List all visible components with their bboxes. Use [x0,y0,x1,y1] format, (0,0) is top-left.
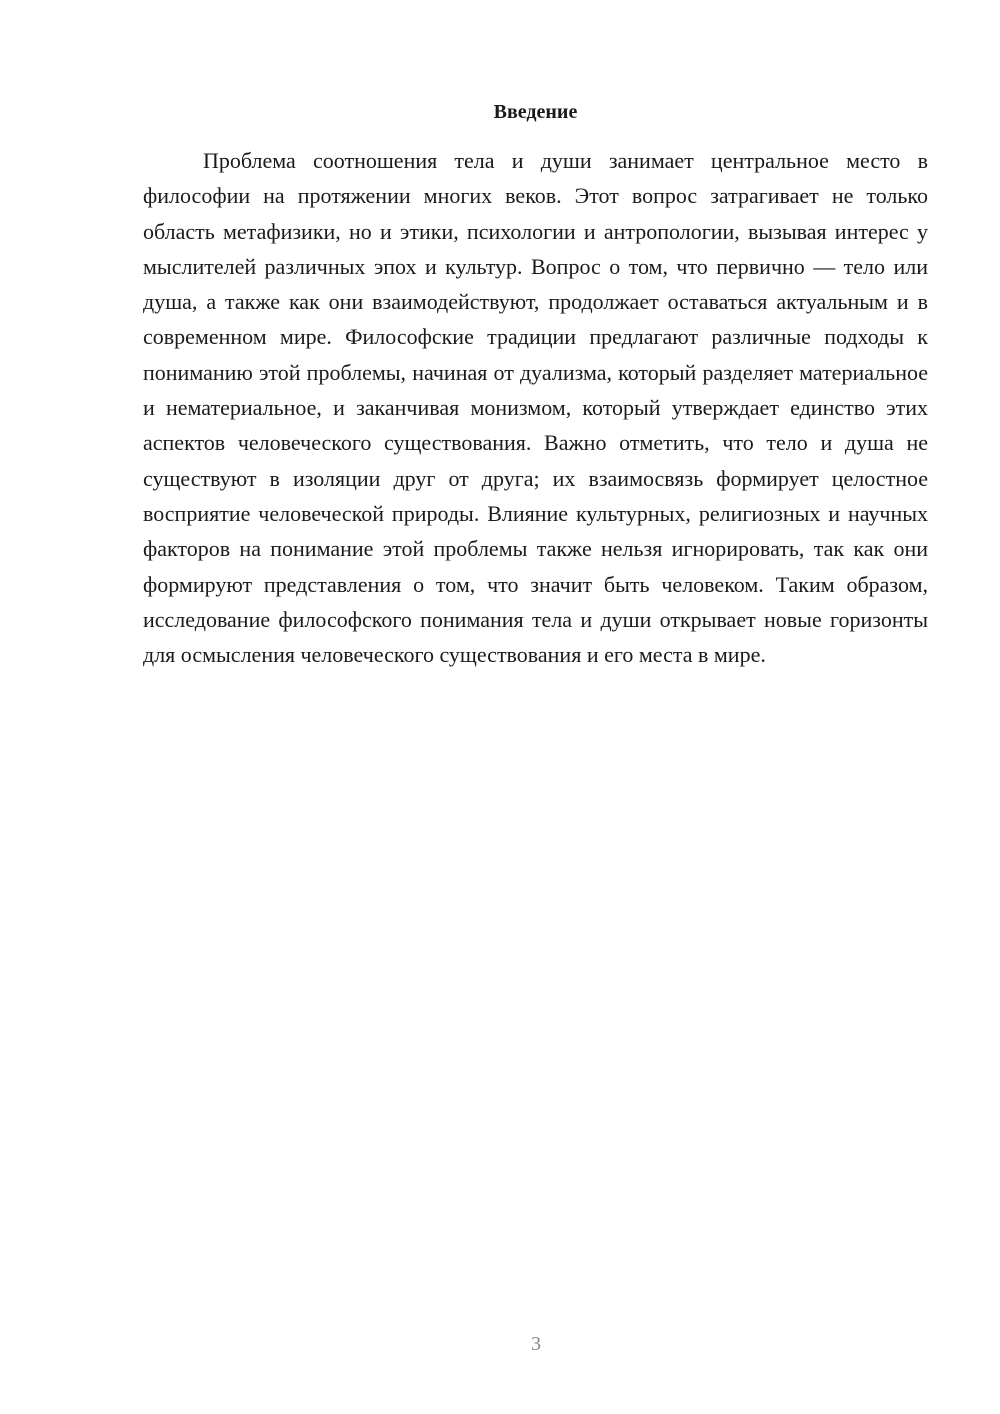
section-heading: Введение [493,101,578,123]
body-paragraph: Проблема соотношения тела и души занимает центральное место в философии на протяжении многих веков. Этот вопрос затрагивает не только область метафизики, но и этики, психологии и антропологии, вызывая интерес у мыслителей различных эпох и культур. Вопрос о том, что первично — тело или душа, а также как они взаимодействуют, продолжает оставаться актуальным и в современном мире. Философские традиции предлагают различные подходы к пониманию этой проблемы, начиная от дуализма, который разделяет материальное и нематериальное, и заканчивая монизмом, который утверждает единство этих аспектов человеческого существования. Важно отметить, что тело и душа не существуют в изоляции друг от друга; их взаимосвязь формирует целостное восприятие человеческой природы. Влияние культурных, религиозных и научных факторов на понимание этой проблемы также нельзя игнорировать, так как они формируют представления о том, что значит быть человеком. Таким образом, исследование философского понимания тела и души открывает новые горизонты для осмысления человеческого существования и его места в мире. [143,148,928,668]
page-number: 3 [531,1333,541,1355]
